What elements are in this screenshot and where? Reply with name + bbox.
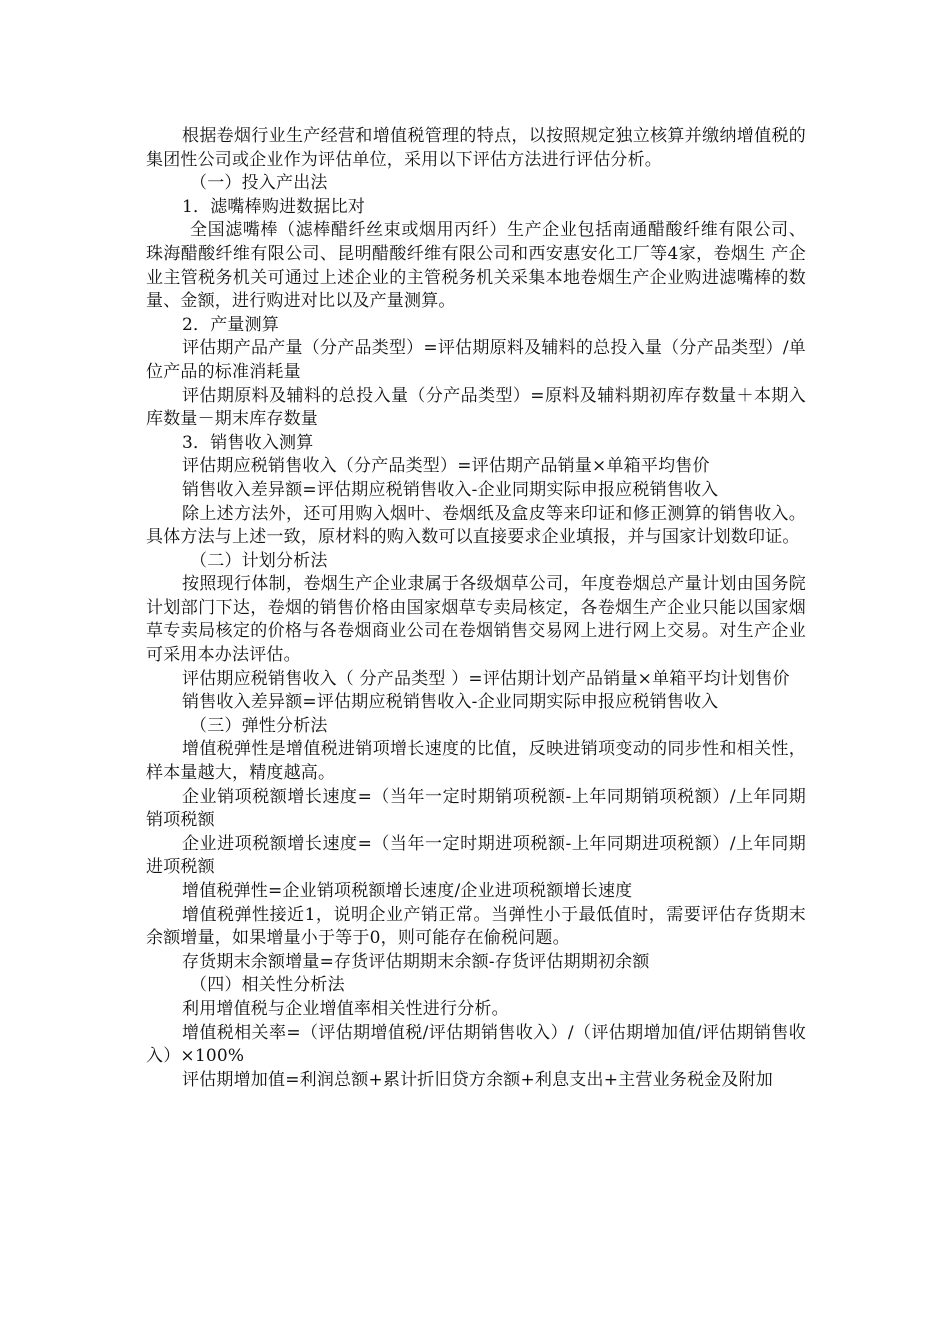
formula-plan-sales-difference: 销售收入差异额=评估期应税销售收入-企业同期实际申报应税销售收入 [182,692,719,713]
heading-elasticity-analysis-method: （三）弹性分析法 [190,715,328,736]
formula-inventory-increment: 存货期末余额增量=存货评估期期末余额-存货评估期期初余额 [182,951,650,972]
formula-vat-elasticity: 增值税弹性=企业销项税额增长速度/企业进项税额增长速度 [182,881,633,901]
subheading-filter-rod-comparison: 1．滤嘴棒购进数据比对 [182,196,366,217]
paragraph-elasticity-definition: 增值税弹性是增值税进销项增长速度的比值，反映进销项变动的同步性和相关性，样本量越大，精度越高。 [146,739,806,784]
paragraph-elasticity-interpretation: 增值税弹性接近1，说明企业产销正常。当弹性小于最低值时，需要评估存货期末余额增量，如果增量小于等于0，则可能存在偷税问题。 [146,904,806,949]
formula-value-added: 评估期增加值=利润总额+累计折旧贷方余额+利息支出+主营业务税金及附加 [182,1069,773,1090]
heading-correlation-analysis-method: （四）相关性分析法 [190,975,345,996]
paragraph-other-methods: 除上述方法外，还可用购入烟叶、卷烟纸及盒皮等来印证和修正测算的销售收入。具体方法与上述一致，原材料的购入数可以直接要求企业填报，并与国家计划数印证。 [146,503,806,548]
paragraph-intro: 根据卷烟行业生产经营和增值税管理的特点，以按照规定独立核算并缴纳增值税的集团性公司或企业作为评估单位，采用以下评估方法进行评估分析。 [146,126,806,170]
paragraph-filter-rod-producers: 全国滤嘴棒（滤棒醋纤丝束或烟用丙纤）生产企业包括南通醋酸纤维有限公司、珠海醋酸纤维有限公司、昆明醋酸纤维有限公司和西安惠安化工厂等4家，卷烟生 产企业主管税务机关可通过上述企业的主管税务机关采集本地卷烟生产企业购进滤嘴棒的数量、金额，进行购进对比以及产量测算。 [146,220,806,312]
paragraph-correlation-intro: 利用增值税与企业增值率相关性进行分析。 [182,998,509,1019]
formula-plan-taxable-sales: 评估期应税销售收入（ 分产品类型 ）=评估期计划产品销量×单箱平均计划售价 [182,668,790,689]
formula-input-tax-growth: 企业进项税额增长速度=（当年一定时期进项税额-上年同期进项税额）/上年同期进项税额 [146,833,806,878]
subheading-sales-revenue-calculation: 3．销售收入测算 [182,432,314,453]
formula-vat-correlation-rate: 增值税相关率=（评估期增值税/评估期销售收入）/（评估期增加值/评估期销售收入）×100% [146,1022,806,1067]
formula-taxable-sales: 评估期应税销售收入（分产品类型）=评估期产品销量×单箱平均售价 [182,456,710,477]
formula-output: 评估期产品产量（分产品类型）=评估期原料及辅料的总投入量（分产品类型）/单位产品的标准消耗量 [146,338,806,382]
document-body [146,125,806,1092]
subheading-output-calculation: 2．产量测算 [182,314,280,335]
heading-input-output-method: （一）投入产出法 [190,173,328,194]
heading-plan-analysis-method: （二）计划分析法 [190,550,328,571]
formula-sales-difference: 销售收入差异额=评估期应税销售收入-企业同期实际申报应税销售收入 [182,479,719,500]
formula-output-tax-growth: 企业销项税额增长速度=（当年一定时期销项税额-上年同期销项税额）/上年同期销项税额 [146,786,806,831]
paragraph-plan-system: 按照现行体制，卷烟生产企业隶属于各级烟草公司，年度卷烟总产量计划由国务院计划部门下达，卷烟的销售价格由国家烟草专卖局核定，各卷烟生产企业只能以国家烟草专卖局核定的价格与各卷烟商业公司在卷烟销售交易网上进行网上交易。对生产企业可采用本办法评估。 [146,574,806,666]
formula-total-input: 评估期原料及辅料的总投入量（分产品类型）=原料及辅料期初库存数量＋本期入库数量－期末库存数量 [146,385,806,430]
